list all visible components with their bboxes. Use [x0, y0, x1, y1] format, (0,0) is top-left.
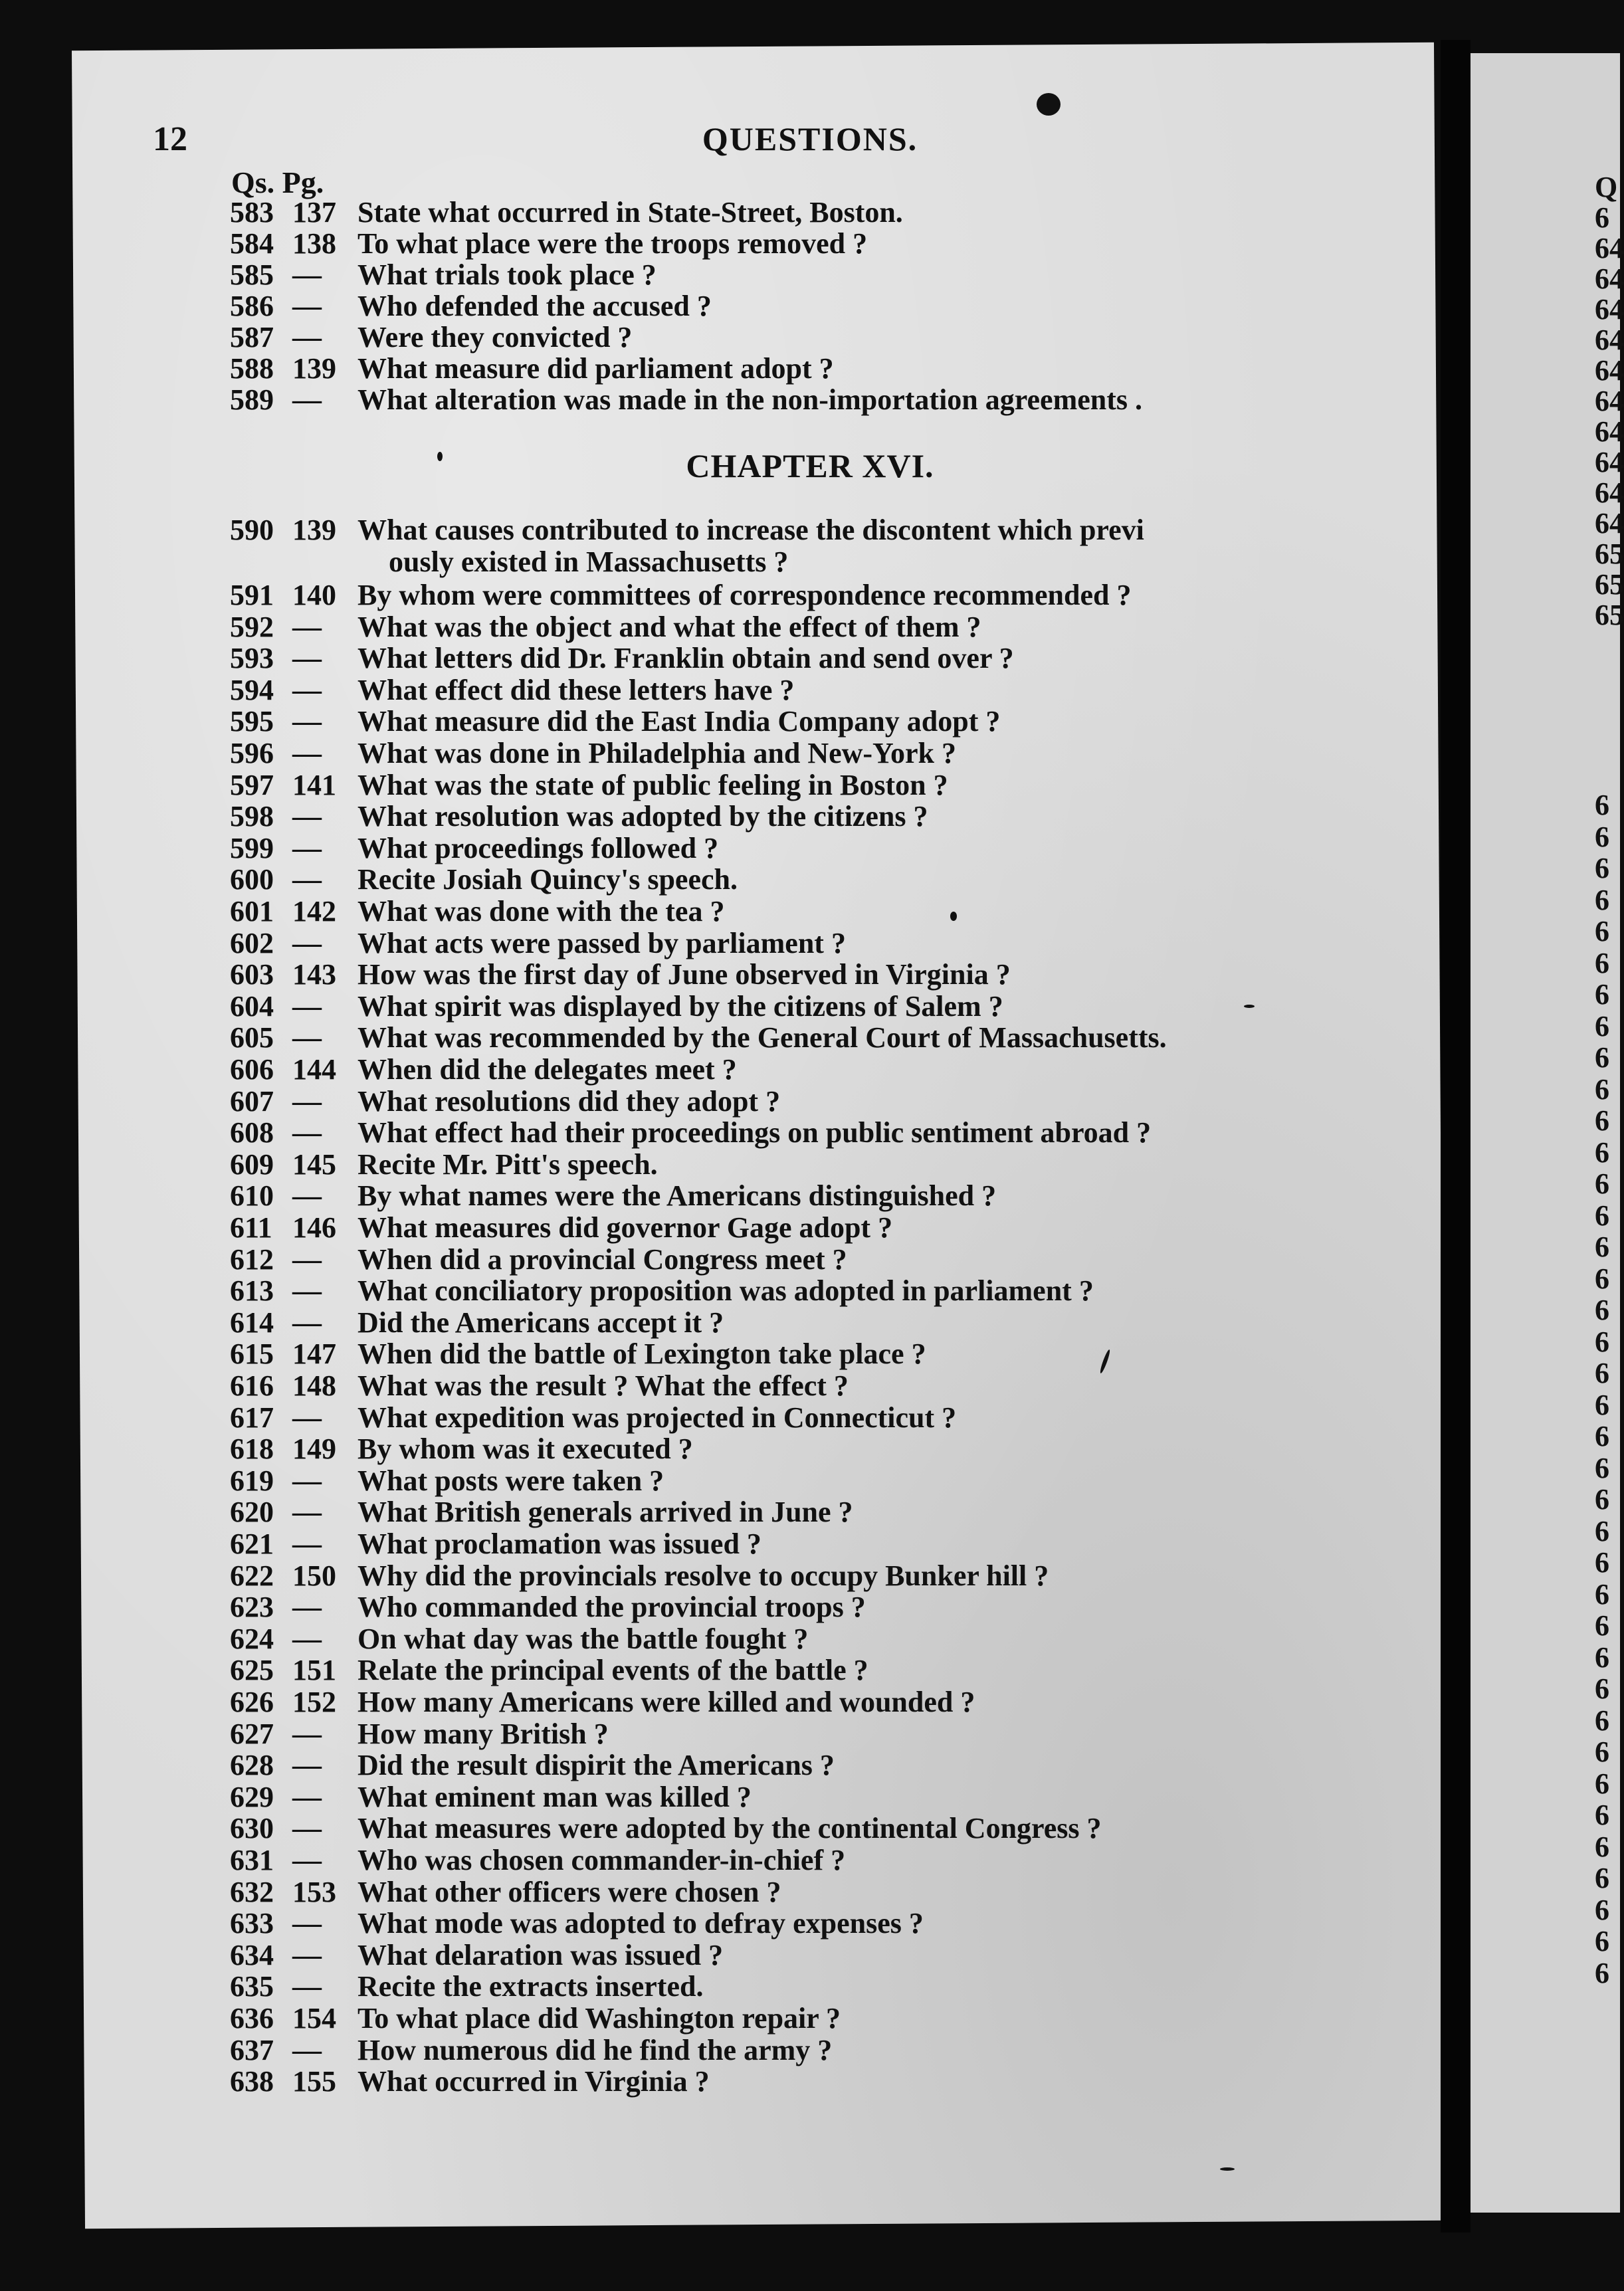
facing-page-fragment: 6: [1595, 1641, 1609, 1674]
facing-page-fragment: 6: [1595, 1199, 1609, 1232]
question-number: 619: [230, 1464, 274, 1497]
question-text: What resolution was adopted by the citizens ?: [357, 800, 928, 833]
question-text: By whom was it executed ?: [357, 1433, 693, 1465]
book-gutter: [1441, 40, 1471, 2233]
ink-speck: [1244, 1005, 1255, 1008]
facing-page-fragment: 6: [1595, 1041, 1609, 1074]
page-ref: —: [292, 1812, 322, 1844]
facing-page-fragment: 6: [1595, 1831, 1609, 1863]
question-number: 623: [230, 1591, 274, 1623]
page-ref: —: [292, 674, 322, 706]
page-ref: 144: [292, 1053, 336, 1086]
question-number: 627: [230, 1718, 274, 1750]
question-continuation: ously existed in Massachusetts ?: [389, 546, 789, 578]
facing-page-fragment: 6: [1595, 1672, 1609, 1705]
question-text: What measure did the East India Company adopt ?: [357, 705, 1001, 738]
question-number: 609: [230, 1148, 274, 1181]
page-ref: —: [292, 1274, 322, 1307]
question-text: What mode was adopted to defray expenses ?: [357, 1907, 924, 1940]
facing-page-fragment: 64: [1595, 354, 1624, 387]
question-text: How many Americans were killed and wounded ?: [357, 1686, 975, 1718]
ink-speck: [950, 912, 957, 921]
facing-page-fragment: 6: [1595, 947, 1609, 979]
page-ref: 153: [292, 1876, 336, 1908]
question-number: 628: [230, 1749, 274, 1781]
question-text: What resolutions did they adopt ?: [357, 1085, 781, 1118]
question-number: 605: [230, 1021, 274, 1054]
question-number: 618: [230, 1433, 274, 1465]
page-ref: —: [292, 832, 322, 864]
page-ref: —: [292, 321, 322, 353]
question-number: 622: [230, 1559, 274, 1592]
page-ref: —: [292, 800, 322, 833]
facing-page-fragment: 6: [1595, 201, 1609, 234]
question-number: 604: [230, 990, 274, 1023]
question-number: 593: [230, 642, 274, 674]
question-number: 621: [230, 1528, 274, 1560]
running-head: QUESTIONS.: [702, 120, 918, 157]
question-number: 585: [230, 258, 274, 291]
question-text: When did the delegates meet ?: [357, 1053, 737, 1086]
question-number: 588: [230, 352, 274, 385]
chapter-heading: CHAPTER XVI.: [686, 447, 934, 484]
question-text: What was the result ? What the effect ?: [357, 1369, 849, 1402]
page-ref: 145: [292, 1148, 336, 1181]
question-number: 601: [230, 895, 274, 928]
page-ref: —: [292, 1970, 322, 2003]
question-text: What occurred in Virginia ?: [357, 2065, 710, 2098]
question-text: What effect had their proceedings on public sentiment abroad ?: [357, 1116, 1152, 1149]
facing-page-fragment: 64: [1595, 415, 1624, 448]
question-text: What was done with the tea ?: [357, 895, 725, 928]
page-ref: 137: [292, 196, 336, 229]
page-ref: —: [292, 737, 322, 769]
question-text: What proclamation was issued ?: [357, 1528, 761, 1560]
page-ref: —: [292, 2034, 322, 2066]
facing-page-fragment: Q: [1595, 171, 1618, 203]
question-number: 592: [230, 611, 274, 643]
question-text: Who defended the accused ?: [357, 290, 712, 322]
facing-page-fragment: 6: [1595, 884, 1609, 916]
page-ref: 139: [292, 352, 336, 385]
question-number: 597: [230, 769, 274, 801]
question-number: 630: [230, 1812, 274, 1844]
facing-page-fragment: 6: [1595, 1799, 1609, 1831]
question-text: How numerous did he find the army ?: [357, 2034, 833, 2066]
question-number: 583: [230, 196, 274, 229]
question-number: 611: [230, 1211, 272, 1244]
question-number: 625: [230, 1654, 274, 1686]
question-number: 635: [230, 1970, 274, 2003]
question-text: What delaration was issued ?: [357, 1939, 724, 1971]
page-ref: —: [292, 1306, 322, 1339]
facing-page-fragment: 6: [1595, 1452, 1609, 1484]
ink-speck: [1037, 93, 1061, 116]
page-ref: —: [292, 990, 322, 1023]
page-ref: —: [292, 1464, 322, 1497]
page-ref: 141: [292, 769, 336, 801]
facing-page-fragment: 64: [1595, 293, 1624, 326]
question-text: Who commanded the provincial troops ?: [357, 1591, 866, 1623]
question-number: 633: [230, 1907, 274, 1940]
question-text: When did the battle of Lexington take place ?: [357, 1338, 926, 1370]
facing-page-fragment: 6: [1595, 1167, 1609, 1200]
facing-page-fragment: 6: [1595, 1515, 1609, 1547]
question-number: 591: [230, 579, 274, 611]
question-text: What letters did Dr. Franklin obtain and send over ?: [357, 642, 1014, 674]
question-text: Did the result dispirit the Americans ?: [357, 1749, 835, 1781]
page-ref: —: [292, 1907, 322, 1940]
page-ref: 146: [292, 1211, 336, 1244]
question-text: Why did the provincials resolve to occupy Bunker hill ?: [357, 1559, 1049, 1592]
question-number: 614: [230, 1306, 274, 1339]
page-ref: —: [292, 1939, 322, 1971]
question-text: Were they convicted ?: [357, 321, 633, 353]
question-number: 584: [230, 227, 274, 260]
page-ref: —: [292, 863, 322, 896]
page-ref: —: [292, 1781, 322, 1813]
question-number: 617: [230, 1401, 274, 1434]
question-text: By whom were committees of correspondence recommended ?: [357, 579, 1132, 611]
page-ref: —: [292, 1496, 322, 1528]
question-number: 590: [230, 514, 274, 546]
page-ref: —: [292, 705, 322, 738]
page-ref: —: [292, 1591, 322, 1623]
question-text: To what place were the troops removed ?: [357, 227, 868, 260]
question-number: 638: [230, 2065, 274, 2098]
facing-page-fragment: 6: [1595, 1894, 1609, 1926]
question-number: 629: [230, 1781, 274, 1813]
question-number: 607: [230, 1085, 274, 1118]
page-ref: 147: [292, 1338, 336, 1370]
question-text: What was the state of public feeling in Boston ?: [357, 769, 948, 801]
facing-page-fragment: 6: [1595, 1420, 1609, 1452]
question-text: How was the first day of June observed in Virginia ?: [357, 958, 1011, 991]
question-number: 612: [230, 1243, 274, 1276]
page-ref: —: [292, 1528, 322, 1560]
question-number: 616: [230, 1369, 274, 1402]
question-text: What measures were adopted by the continental Congress ?: [357, 1812, 1102, 1844]
question-text: What was the object and what the effect of them ?: [357, 611, 981, 643]
question-number: 602: [230, 927, 274, 959]
page-number: 12: [153, 120, 187, 158]
question-number: 596: [230, 737, 274, 769]
page-ref: —: [292, 1116, 322, 1149]
page-ref: —: [292, 611, 322, 643]
question-number: 603: [230, 958, 274, 991]
facing-page-fragment: 64: [1595, 324, 1624, 356]
question-text: State what occurred in State-Street, Boston.: [357, 196, 903, 229]
question-number: 608: [230, 1116, 274, 1149]
question-text: What trials took place ?: [357, 258, 657, 291]
question-text: What alteration was made in the non-importation agreements .: [357, 383, 1142, 416]
question-text: What was done in Philadelphia and New-York ?: [357, 737, 956, 769]
facing-page-fragment: 64: [1595, 385, 1624, 417]
question-text: What spirit was displayed by the citizens of Salem ?: [357, 990, 1003, 1023]
facing-page-fragment: 64: [1595, 507, 1624, 540]
page-ref: —: [292, 290, 322, 322]
facing-page-fragment: 6: [1595, 1073, 1609, 1106]
facing-page-fragment: 6: [1595, 789, 1609, 821]
page-ref: —: [292, 1179, 322, 1212]
facing-page-fragment: 64: [1595, 262, 1624, 295]
facing-page-fragment: 6: [1595, 1357, 1609, 1389]
question-number: 586: [230, 290, 274, 322]
page-ref: —: [292, 383, 322, 416]
question-text: How many British ?: [357, 1718, 609, 1750]
question-number: 620: [230, 1496, 274, 1528]
question-number: 595: [230, 705, 274, 738]
facing-page-fragment: 6: [1595, 821, 1609, 853]
question-text: On what day was the battle fought ?: [357, 1623, 809, 1655]
page-ref: 143: [292, 958, 336, 991]
question-text: Relate the principal events of the battle ?: [357, 1654, 868, 1686]
question-text: To what place did Washington repair ?: [357, 2002, 841, 2035]
column-headers: Qs. Pg.: [231, 165, 324, 199]
question-number: 587: [230, 321, 274, 353]
question-text: What other officers were chosen ?: [357, 1876, 781, 1908]
question-number: 613: [230, 1274, 274, 1307]
facing-page-fragment: 6: [1595, 978, 1609, 1011]
facing-page-fragment: 6: [1595, 1609, 1609, 1642]
question-text: What eminent man was killed ?: [357, 1781, 752, 1813]
page-ref: —: [292, 1401, 322, 1434]
facing-page-fragment: 6: [1595, 915, 1609, 947]
question-text: What posts were taken ?: [357, 1464, 664, 1497]
facing-page-fragment: 6: [1595, 1957, 1609, 1989]
facing-page-fragment: 64: [1595, 446, 1624, 478]
facing-page-fragment: 6: [1595, 1736, 1609, 1768]
question-number: 599: [230, 832, 274, 864]
facing-page-fragment: 65: [1595, 568, 1624, 601]
page-ref: —: [292, 258, 322, 291]
facing-page-fragment: 6: [1595, 1326, 1609, 1358]
question-text: What conciliatory proposition was adopted in parliament ?: [357, 1274, 1094, 1307]
page-ref: —: [292, 1085, 322, 1118]
question-text: What measures did governor Gage adopt ?: [357, 1211, 893, 1244]
question-number: 606: [230, 1053, 274, 1086]
page-ref: —: [292, 1243, 322, 1276]
question-number: 589: [230, 383, 274, 416]
page-ref: 142: [292, 895, 336, 928]
facing-page-fragment: 6: [1595, 1262, 1609, 1295]
question-number: 598: [230, 800, 274, 833]
question-number: 632: [230, 1876, 274, 1908]
page-ref: 139: [292, 514, 336, 546]
page-ref: 148: [292, 1369, 336, 1402]
question-text: Who was chosen commander-in-chief ?: [357, 1844, 846, 1876]
ink-speck: [1220, 2167, 1235, 2171]
facing-page-fragment: 6: [1595, 1389, 1609, 1421]
facing-page-fragment: 6: [1595, 1010, 1609, 1043]
facing-page-fragment: 64: [1595, 476, 1624, 509]
question-text: What measure did parliament adopt ?: [357, 352, 834, 385]
question-text: Recite Josiah Quincy's speech.: [357, 863, 738, 896]
question-text: Recite Mr. Pitt's speech.: [357, 1148, 658, 1181]
page-ref: —: [292, 1749, 322, 1781]
question-text: What causes contributed to increase the discontent which previ: [357, 514, 1144, 546]
facing-page-fragment: 6: [1595, 1483, 1609, 1516]
facing-page-fragment: 6: [1595, 852, 1609, 884]
question-text: When did a provincial Congress meet ?: [357, 1243, 847, 1276]
question-text: What British generals arrived in June ?: [357, 1496, 853, 1528]
page-ref: —: [292, 1844, 322, 1876]
page-ref: 150: [292, 1559, 336, 1592]
facing-page-fragment: 6: [1595, 1231, 1609, 1263]
facing-page-fragment: 6: [1595, 1136, 1609, 1169]
page-ref: —: [292, 1021, 322, 1054]
question-text: What was recommended by the General Court of Massachusetts.: [357, 1021, 1167, 1054]
question-number: 610: [230, 1179, 274, 1212]
page-ref: 149: [292, 1433, 336, 1465]
question-text: What expedition was projected in Connecticut ?: [357, 1401, 957, 1434]
question-text: Did the Americans accept it ?: [357, 1306, 724, 1339]
question-number: 636: [230, 2002, 274, 2035]
page-ref: —: [292, 1623, 322, 1655]
facing-page-fragment: 6: [1595, 1578, 1609, 1611]
page-ref: 151: [292, 1654, 336, 1686]
ink-speck: [437, 452, 443, 461]
question-number: 631: [230, 1844, 274, 1876]
page-ref: —: [292, 1718, 322, 1750]
facing-page-fragment: 6: [1595, 1704, 1609, 1737]
facing-page-fragment: 65: [1595, 599, 1624, 631]
page-ref: 152: [292, 1686, 336, 1718]
facing-page-fragment: 65: [1595, 538, 1624, 570]
page-ref: —: [292, 642, 322, 674]
page-ref: 140: [292, 579, 336, 611]
facing-page-fragment: 6: [1595, 1925, 1609, 1957]
facing-page-fragment: 6: [1595, 1546, 1609, 1579]
question-number: 624: [230, 1623, 274, 1655]
facing-page-fragment: 64: [1595, 232, 1624, 264]
page-ref: —: [292, 927, 322, 959]
facing-page-fragment: 6: [1595, 1767, 1609, 1800]
facing-page-fragment: 6: [1595, 1862, 1609, 1894]
question-number: 634: [230, 1939, 274, 1971]
page-ref: 138: [292, 227, 336, 260]
question-number: 615: [230, 1338, 274, 1370]
question-number: 594: [230, 674, 274, 706]
question-number: 600: [230, 863, 274, 896]
question-number: 637: [230, 2034, 274, 2066]
question-text: Recite the extracts inserted.: [357, 1970, 704, 2003]
facing-page-fragment: 6: [1595, 1294, 1609, 1326]
question-text: What effect did these letters have ?: [357, 674, 795, 706]
page-ref: 155: [292, 2065, 336, 2098]
question-text: What acts were passed by parliament ?: [357, 927, 846, 959]
question-number: 626: [230, 1686, 274, 1718]
page-ref: 154: [292, 2002, 336, 2035]
question-text: What proceedings followed ?: [357, 832, 719, 864]
question-text: By what names were the Americans distinguished ?: [357, 1179, 997, 1212]
facing-page-fragment: 6: [1595, 1104, 1609, 1137]
